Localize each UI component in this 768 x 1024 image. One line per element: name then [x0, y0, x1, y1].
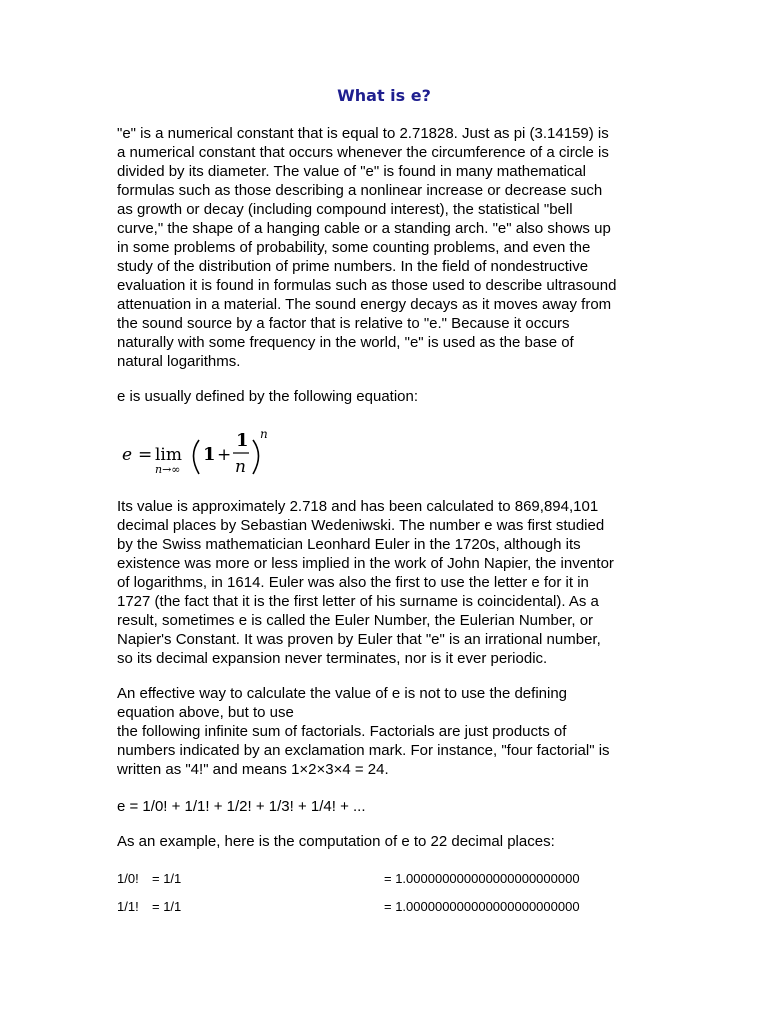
definition-intro-paragraph: e is usually defined by the following equation: — [117, 388, 419, 405]
equation-exponent: n — [260, 427, 268, 441]
limit-definition-equation — [118, 422, 288, 478]
computation-row — [117, 899, 657, 917]
series-formula: e = 1/0! + 1/1! + 1/2! + 1/3! + 1/4! + ... — [117, 798, 366, 815]
row-term: 1/0! — [117, 871, 139, 886]
row-fraction: = 1/1 — [152, 899, 182, 914]
row-result: = 1.000000000000000000000000 — [384, 871, 580, 886]
equation-lhs: e — [122, 445, 133, 465]
computation-row — [117, 871, 657, 889]
fraction-numerator: 1 — [236, 430, 249, 451]
right-paren — [253, 440, 259, 474]
example-paragraph: As an example, here is the computation of e to 22 decimal places: — [117, 833, 555, 850]
equation-limit-subscript: n→∞ — [155, 463, 181, 476]
row-result: = 1.000000000000000000000000 — [384, 899, 580, 914]
equation-plus: + — [217, 445, 232, 465]
intro-paragraph: "e" is a numerical constant that is equal to 2.71828. Just as pi (3.14159) is a numerical constant that occurs whenever the circumference of a circle is divided by its diameter. The value of "e" is found in many mathematical formulas such as those describing a nonlinear increase or decrease such as growth or decay (including compound interest), the statistical "bell curve," the shape of a hanging cable or a standing arch. "e" also shows up in some problems of probability, some counting problems, and even the study of the distribution of prime numbers. In the field of nondestructive evaluation it is found in formulas such as those used to describe ultrasound attenuation in a material. The sound energy decays as it moves away from the sound source by a factor that is relative to "e." Because it occurs naturally with some frequency in the world, "e" is used as the base of natural logarithms. — [117, 125, 617, 370]
equation-one: 1 — [203, 444, 216, 465]
equation-equals: = — [138, 445, 153, 465]
fraction-denominator: n — [235, 457, 246, 477]
left-paren — [194, 440, 200, 474]
equation-lim: lim — [155, 445, 182, 465]
factorial-paragraph: An effective way to calculate the value of e is not to use the defining equation above, but to use the following infinite sum of factorials. Factorials are just products of numbers indicated by an exclamation mark. For instance, "four factorial" is written as "4!" and means 1×2×3×4 = 24. — [117, 685, 610, 778]
row-term: 1/1! — [117, 899, 139, 914]
row-fraction: = 1/1 — [152, 871, 182, 886]
page-title: What is e? — [337, 86, 431, 105]
history-paragraph: Its value is approximately 2.718 and has been calculated to 869,894,101 decimal places by Sebastian Wedeniwski. The number e was first studied by the Swiss mathematician Leonhard Euler in the 1720s, although its existence was more or less implied in the work of John Napier, the inventor of logarithms, in 1614. Euler was also the first to use the letter e for it in 1727 (the fact that it is the first letter of his surname is coincidental). As a result, sometimes e is called the Euler Number, the Eulerian Number, or Napier's Constant. It was proven by Euler that "e" is an irrational number, so its decimal expansion never terminates, nor is it ever periodic. — [117, 498, 614, 667]
